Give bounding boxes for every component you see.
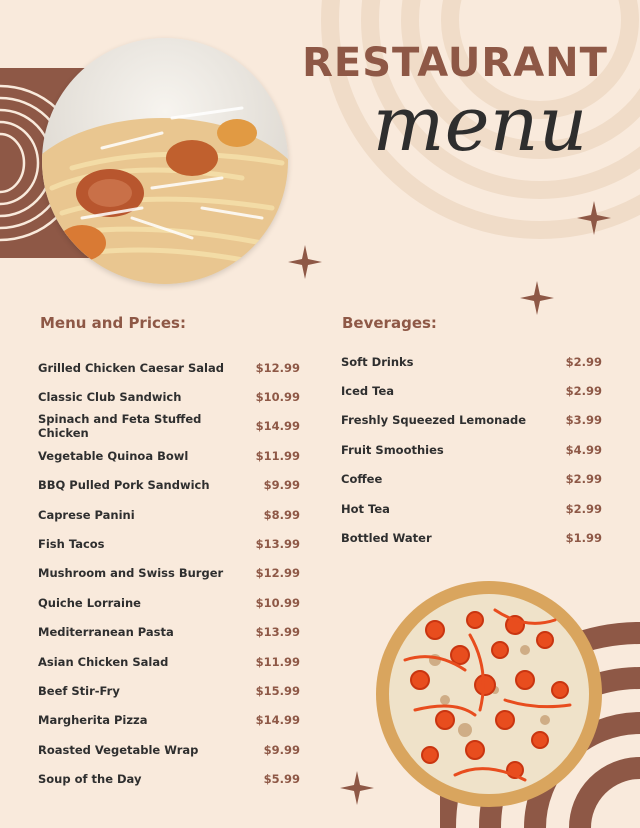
sparkle-icon — [288, 245, 322, 279]
list-item — [38, 706, 300, 735]
item-price: $9.99 — [263, 478, 300, 493]
list-item — [38, 647, 300, 676]
list-item — [38, 353, 300, 382]
item-price: $2.99 — [565, 501, 602, 516]
item-price: $10.99 — [255, 595, 300, 610]
list-item — [38, 588, 300, 617]
item-name: Fish Tacos — [38, 537, 105, 552]
sparkle-icon — [340, 771, 374, 805]
list-item — [38, 764, 300, 793]
item-name: Margherita Pizza — [38, 713, 148, 728]
list-item — [38, 618, 300, 647]
item-name: Caprese Panini — [38, 507, 135, 522]
item-price: $12.99 — [255, 360, 300, 375]
item-price: $2.99 — [565, 472, 602, 487]
list-item — [38, 735, 300, 764]
sparkle-icon — [577, 201, 611, 235]
page-title: RESTAURANT — [302, 40, 608, 86]
item-name: Bottled Water — [341, 531, 432, 546]
item-name: Beef Stir-Fry — [38, 683, 120, 698]
beverages-list — [341, 347, 602, 553]
item-name: Grilled Chicken Caesar Salad — [38, 360, 224, 375]
item-name: Spinach and Feta Stuffed Chicken — [38, 412, 202, 441]
food-menu-list — [38, 353, 300, 794]
pizza-photo — [375, 580, 603, 808]
list-item — [38, 412, 300, 441]
list-item — [341, 406, 602, 435]
item-name: Asian Chicken Salad — [38, 654, 169, 669]
item-name: Iced Tea — [341, 384, 395, 399]
item-name: Vegetable Quinoa Bowl — [38, 448, 189, 463]
item-price: $2.99 — [565, 354, 602, 369]
item-price: $1.99 — [565, 531, 602, 546]
item-name: Quiche Lorraine — [38, 595, 141, 610]
list-item — [341, 494, 602, 523]
item-price: $5.99 — [263, 772, 300, 787]
item-price: $13.99 — [255, 625, 300, 640]
item-price: $2.99 — [565, 384, 602, 399]
item-price: $9.99 — [263, 742, 300, 757]
list-item — [341, 435, 602, 464]
item-name: Coffee — [341, 472, 383, 487]
beverages-heading: Beverages: — [342, 314, 437, 332]
list-item — [341, 347, 602, 376]
item-name: Mushroom and Swiss Burger — [38, 566, 224, 581]
list-item — [38, 471, 300, 500]
item-price: $4.99 — [565, 442, 602, 457]
item-name: Soup of the Day — [38, 772, 142, 787]
list-item — [341, 376, 602, 405]
item-price: $15.99 — [255, 683, 300, 698]
list-item — [38, 500, 300, 529]
item-price: $13.99 — [255, 537, 300, 552]
sparkle-icon — [520, 281, 554, 315]
menu-prices-heading: Menu and Prices: — [40, 314, 186, 332]
item-price: $11.99 — [255, 654, 300, 669]
list-item — [38, 559, 300, 588]
page-subtitle-script: menu — [372, 79, 588, 168]
list-item — [341, 465, 602, 494]
item-name: BBQ Pulled Pork Sandwich — [38, 478, 210, 493]
item-name: Mediterranean Pasta — [38, 625, 174, 640]
list-item — [38, 441, 300, 470]
item-name: Freshly Squeezed Lemonade — [341, 413, 527, 428]
item-price: $3.99 — [565, 413, 602, 428]
list-item — [38, 382, 300, 411]
item-price: $14.99 — [255, 419, 300, 434]
item-price: $11.99 — [255, 448, 300, 463]
item-price: $14.99 — [255, 713, 300, 728]
list-item — [38, 529, 300, 558]
item-name: Hot Tea — [341, 501, 390, 516]
item-name: Fruit Smoothies — [341, 442, 444, 457]
item-name: Roasted Vegetable Wrap — [38, 742, 199, 757]
list-item — [341, 523, 602, 552]
item-name: Soft Drinks — [341, 354, 414, 369]
item-price: $8.99 — [263, 507, 300, 522]
item-price: $12.99 — [255, 566, 300, 581]
list-item — [38, 676, 300, 705]
item-name: Classic Club Sandwich — [38, 390, 182, 405]
item-price: $10.99 — [255, 390, 300, 405]
pasta-photo — [42, 38, 288, 284]
